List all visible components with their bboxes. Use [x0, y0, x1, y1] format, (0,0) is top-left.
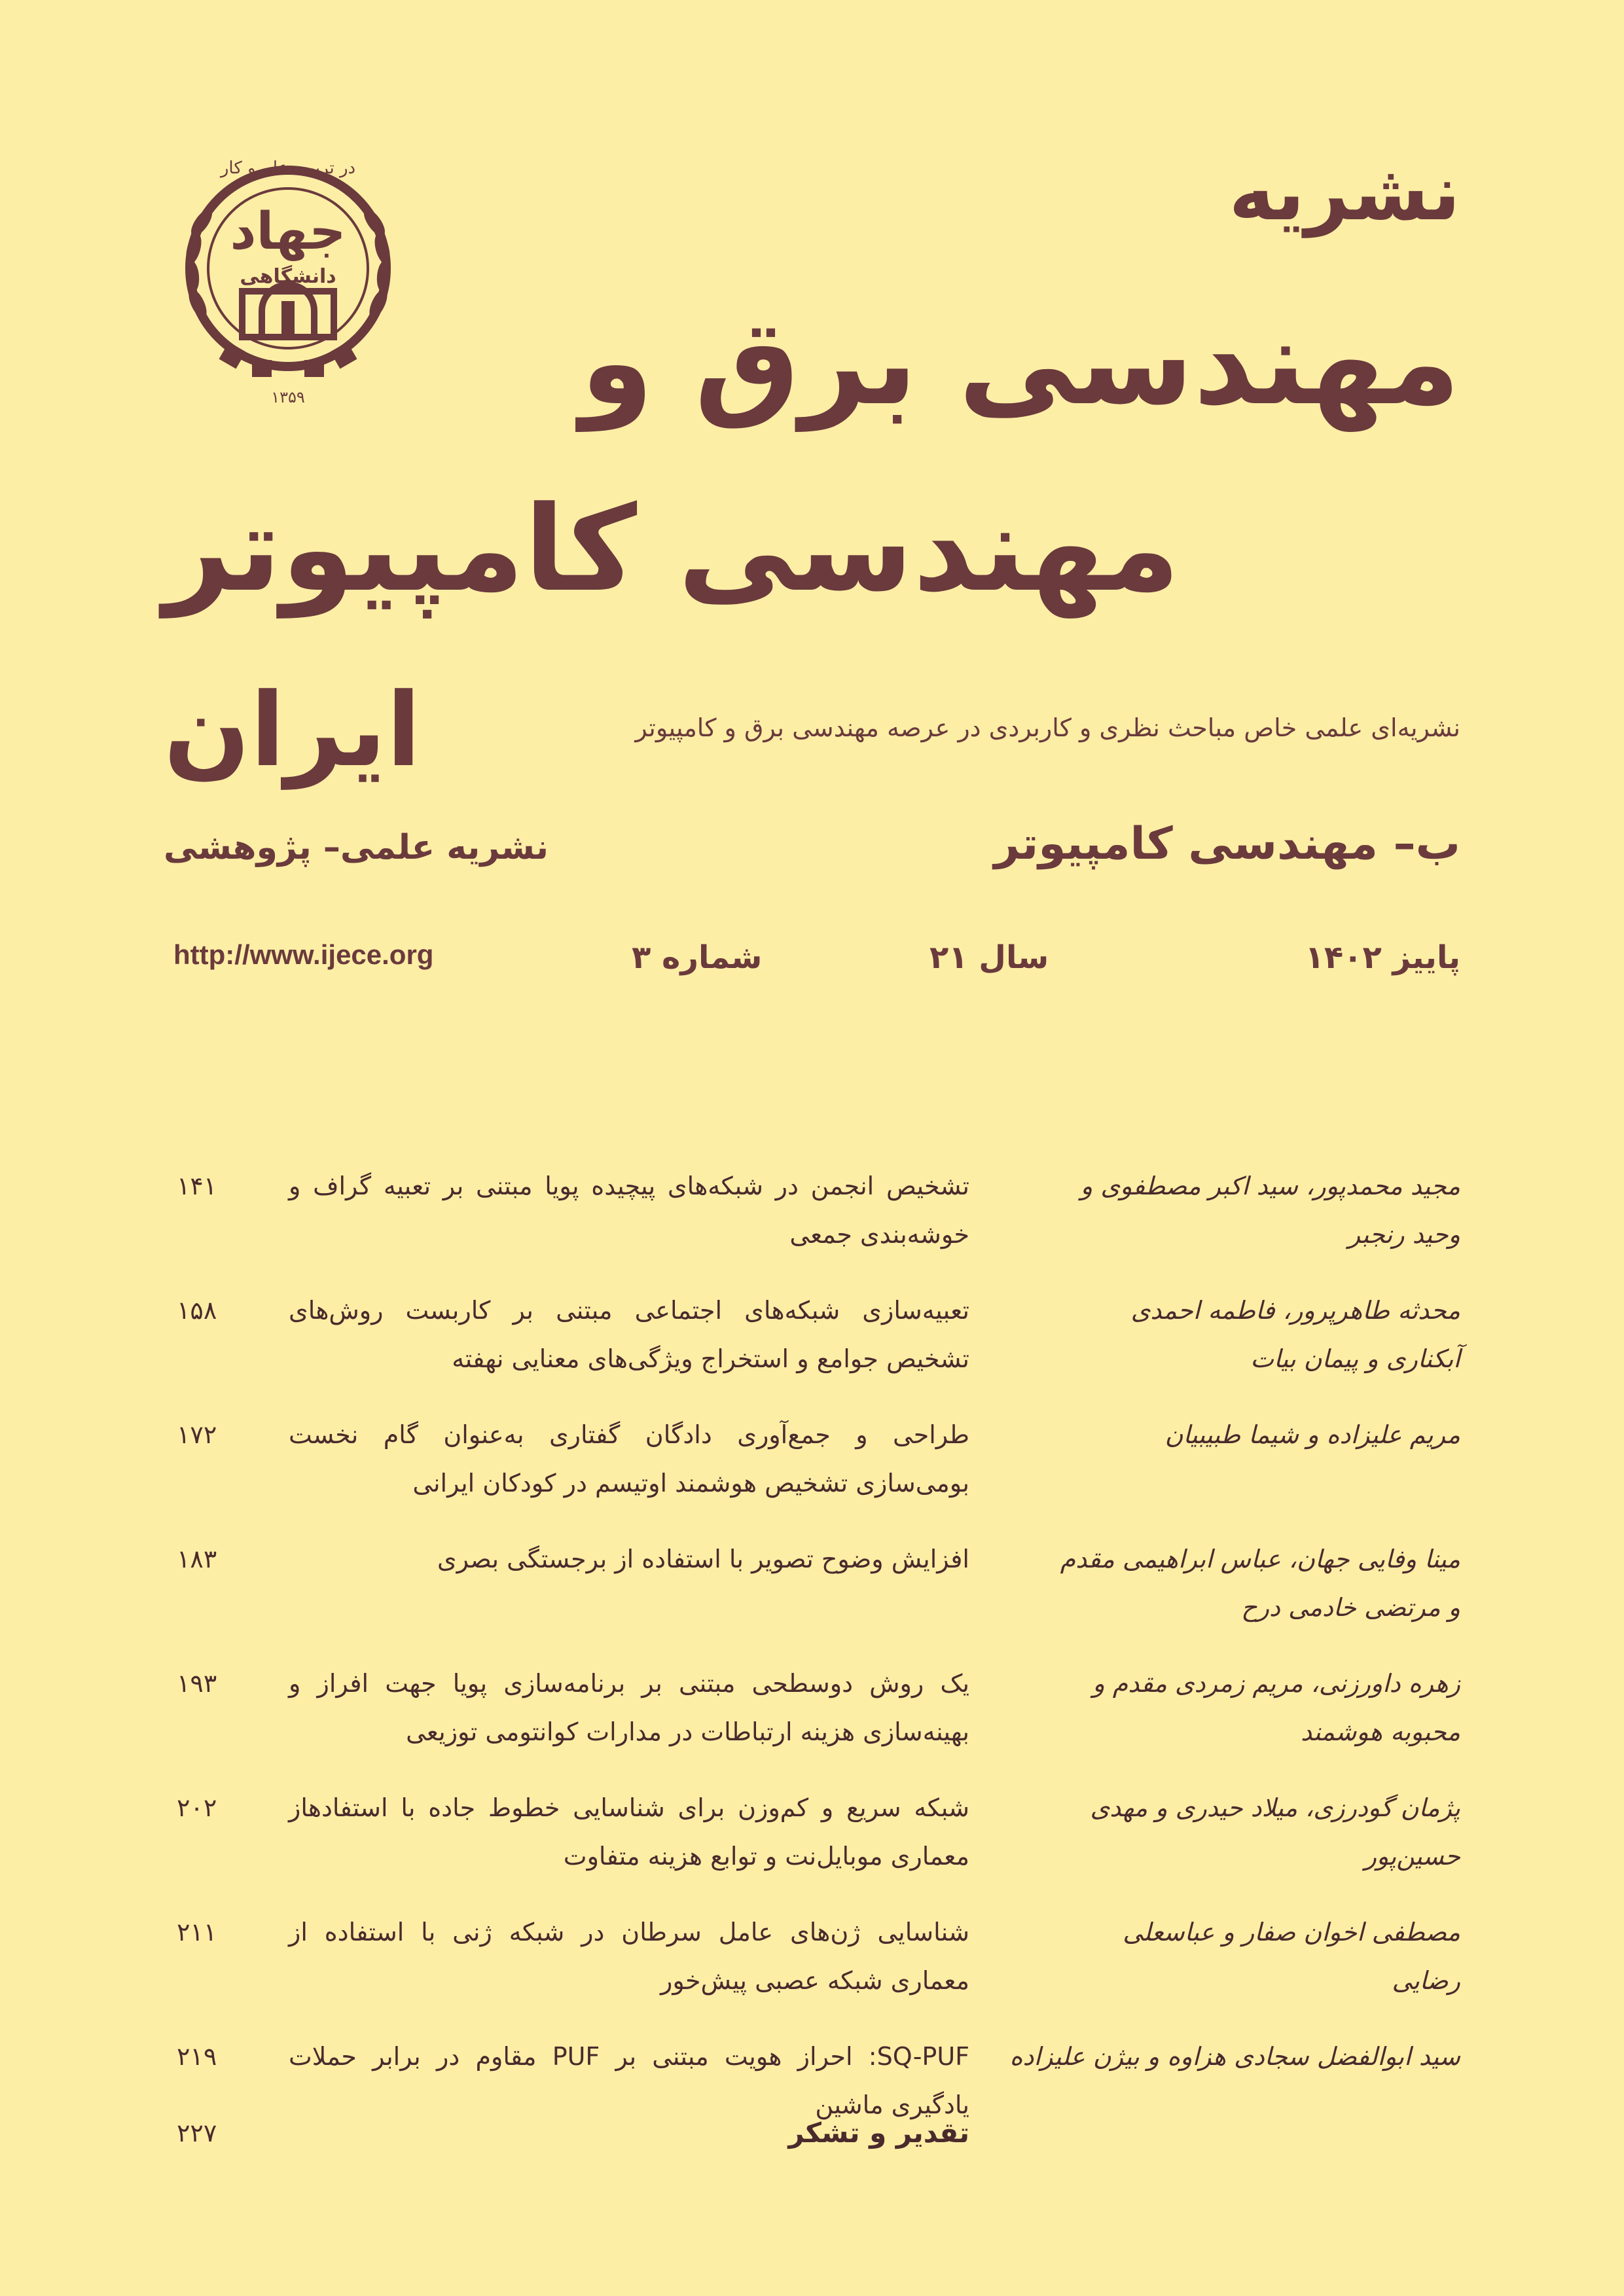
toc-item[interactable] [164, 1535, 1460, 1653]
journal-description: نشریه‌ای علمی خاص مباحث نظری و کاربردی در عرصه مهندسی برق و کامپیوتر [635, 713, 1460, 742]
toc-page: ۱۷۲ [177, 1420, 217, 1449]
toc-page: ۱۹۳ [177, 1669, 217, 1698]
toc-title: تعبیه‌سازی شبکه‌های اجتماعی مبتنی بر کاربست روش‌های تشخیص جوامع و استخراج ویژگی‌های معنایی نهفته [289, 1296, 969, 1373]
journal-url[interactable]: http://www.ijece.org [173, 939, 434, 970]
toc-authors: مینا وفایی جهان، عباس ابراهیمی مقدم و مرتضی خادمی درح [1060, 1545, 1460, 1622]
toc-item[interactable] [164, 1784, 1460, 1901]
toc-title: تقدیر و تشکر [788, 2117, 969, 2149]
toc-authors: محدثه طاهرپرور، فاطمه احمدی آبکناری و پیمان بیات [1130, 1296, 1460, 1373]
toc-title: یک روش دوسطحی مبتنی بر برنامه‌سازی پویا جهت افراز و بهینه‌سازی هزینه ارتباطات در مدارات کوانتومی توزیعی [289, 1669, 969, 1746]
toc-item[interactable] [164, 1286, 1460, 1404]
issue-number: شماره ۳ [632, 939, 763, 976]
toc-authors: سید ابوالفضل سجادی هزاوه و بیژن علیزاده [1009, 2042, 1460, 2071]
issue-season: پاییز ۱۴۰۲ [1305, 939, 1460, 976]
toc-authors: زهره داورزنی، مریم زمردی مقدم و محبوبه هوشمند [1092, 1669, 1460, 1746]
toc-page: ۲۲۷ [177, 2119, 217, 2147]
toc-title: تشخیص انجمن در شبکه‌های پیچیده پویا مبتنی بر تعبیه گراف و خوشه‌بندی جمعی [289, 1172, 969, 1249]
journal-title-line-1: مهندسی برق و [580, 295, 1460, 431]
journal-label: نشریه [1229, 147, 1460, 238]
toc-title: طراحی و جمع‌آوری دادگان گفتاری به‌عنوان گام نخست بومی‌سازی تشخیص هوشمند اوتیسم در کودکان ایرانی [289, 1420, 969, 1498]
toc-item[interactable] [164, 1908, 1460, 2026]
issue-year: سال ۲۱ [929, 939, 1049, 976]
toc-title: SQ-PUF: احراز هویت مبتنی بر PUF مقاوم در برابر حملات یادگیری ماشین [289, 2042, 969, 2119]
toc-item[interactable] [164, 2109, 1460, 2161]
toc-page: ۲۱۱ [177, 1918, 217, 1946]
toc-title: شناسایی ژن‌های عامل سرطان در شبکه ژنی با استفاده از معماری شبکه عصبی پیش‌خور [289, 1918, 969, 1995]
toc-item[interactable] [164, 1410, 1460, 1528]
toc-page: ۱۴۱ [177, 1172, 217, 1200]
toc-title: افزایش وضوح تصویر با استفاده از برجستگی بصری [437, 1545, 969, 1573]
section-name: ب– مهندسی کامپیوتر [994, 818, 1460, 870]
toc-authors: مجید محمدپور، سید اکبر مصطفوی و وحید رنجبر [1080, 1172, 1460, 1249]
logo-name: جهاد [230, 202, 346, 261]
toc-item[interactable] [164, 1162, 1460, 1280]
toc-page: ۲۰۲ [177, 1793, 217, 1822]
toc-title: شبکه سریع و کم‌وزن برای شناسایی خطوط جاده با استفادهاز معماری موبایل‌نت و توابع هزینه متفاوت [289, 1793, 969, 1871]
journal-type: نشریه علمی– پژوهشی [164, 828, 549, 867]
journal-title-line-2: مهندسی کامپیوتر [164, 481, 1180, 618]
toc-page: ۱۸۳ [177, 1545, 217, 1573]
logo-year: ۱۳۵۹ [271, 388, 305, 406]
toc-authors: مصطفی اخوان صفار و عباسعلی رضایی [1123, 1918, 1460, 1995]
logo-subtitle: دانشگاهی [240, 265, 336, 288]
journal-title-line-3: ایران [164, 671, 422, 789]
toc-authors: پژمان گودرزی، میلاد حیدری و مهدی حسین‌پور [1090, 1793, 1460, 1871]
logo-motto: در تربیت علم و کار [220, 158, 356, 178]
toc-page: ۱۵۸ [177, 1296, 217, 1325]
jahad-daneshgahi-logo [164, 137, 412, 412]
toc-item[interactable] [164, 2032, 1460, 2119]
toc-authors: مریم علیزاده و شیما طبیبیان [1164, 1420, 1460, 1449]
toc-page: ۲۱۹ [177, 2042, 217, 2071]
toc-item[interactable] [164, 1659, 1460, 1777]
